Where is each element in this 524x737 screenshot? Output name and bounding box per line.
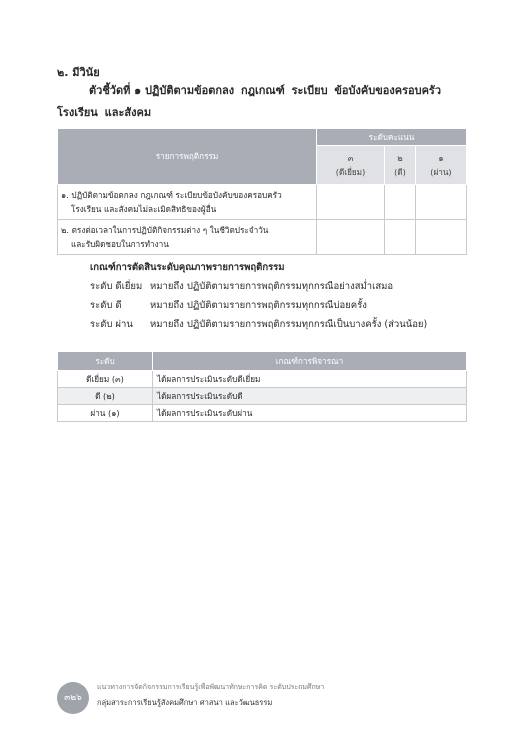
- indicator-heading: [57, 80, 467, 124]
- criteria-heading: เกณฑ์การตัดสินระดับคุณภาพรายการพฤติกรรม: [90, 262, 285, 273]
- table-header-row: [58, 352, 467, 371]
- criteria-cell: ได้ผลการประเมินระดับดี: [153, 388, 467, 405]
- page-number: ๓๒๖: [57, 682, 89, 714]
- level-column-header: ระดับ: [58, 352, 153, 371]
- criteria-block: [90, 258, 427, 334]
- behavior-item: ๒. ตรงต่อเวลาในการปฏิบัติกิจกรรมต่าง ๆ ในชีวิตประจำวัน และรับผิดชอบในการทำงาน: [58, 220, 317, 255]
- table-row: [58, 405, 467, 422]
- score-cell[interactable]: [385, 220, 416, 255]
- score-cell[interactable]: [385, 185, 416, 220]
- score-cell[interactable]: [415, 220, 466, 255]
- footer-book-title: แนวทางการจัดกิจกรรมการเรียนรู้เพื่อพัฒนาทักษะการคิด ระดับประถมศึกษา: [97, 683, 325, 691]
- score-col-2: ๒ (ดี): [385, 146, 416, 185]
- criteria-item: ระดับ ผ่าน หมายถึง ปฏิบัติตามรายการพฤติกรรมทุกกรณีเป็นบางครั้ง (ส่วนน้อย): [90, 319, 428, 330]
- behavior-column-header: รายการพฤติกรรม: [58, 129, 317, 185]
- score-cell[interactable]: [415, 185, 466, 220]
- table-row: [58, 388, 467, 405]
- score-column-header: ระดับคะแนน: [317, 129, 467, 146]
- footer-subject: กลุ่มสาระการเรียนรู้สังคมศึกษา ศาสนา และวัฒนธรรม: [97, 698, 273, 707]
- score-cell[interactable]: [317, 185, 385, 220]
- score-cell[interactable]: [317, 220, 385, 255]
- page-footer: [57, 678, 467, 718]
- table-row: [58, 371, 467, 388]
- criteria-item: ระดับ ดีเยี่ยม หมายถึง ปฏิบัติตามรายการพฤติกรรมทุกกรณีอย่างสม่ำเสมอ: [90, 281, 394, 292]
- behavior-score-table: [57, 128, 467, 255]
- table-header-row: [58, 129, 467, 146]
- criteria-cell: ได้ผลการประเมินระดับดีเยี่ยม: [153, 371, 467, 388]
- table-row: [58, 220, 467, 255]
- criteria-cell: ได้ผลการประเมินระดับผ่าน: [153, 405, 467, 422]
- level-criteria-table: [57, 351, 467, 422]
- behavior-item: ๑. ปฏิบัติตามข้อตกลง กฎเกณฑ์ ระเบียบข้อบังคับของครอบครัว โรงเรียน และสังคมไม่ละเมิดสิทธิของผู้อื่น: [58, 185, 317, 220]
- criteria-column-header: เกณฑ์การพิจารณา: [153, 352, 467, 371]
- table-row: [58, 185, 467, 220]
- level-cell: ดีเยี่ยม (๓): [58, 371, 153, 388]
- level-cell: ดี (๒): [58, 388, 153, 405]
- section-title: ๒. มีวินัย: [57, 66, 100, 79]
- indicator-text: ปฏิบัติตามข้อตกลง กฎเกณฑ์ ระเบียบ ข้อบังคับของครอบครัว โรงเรียน และสังคม: [57, 84, 442, 119]
- criteria-item: ระดับ ดี หมายถึง ปฏิบัติตามรายการพฤติกรรมทุกกรณีบ่อยครั้ง: [90, 300, 367, 311]
- score-col-1: ๑ (ผ่าน): [415, 146, 466, 185]
- score-col-3: ๓ (ดีเยี่ยม): [317, 146, 385, 185]
- level-cell: ผ่าน (๑): [58, 405, 153, 422]
- indicator-label: ตัวชี้วัดที่ ๑: [89, 84, 142, 97]
